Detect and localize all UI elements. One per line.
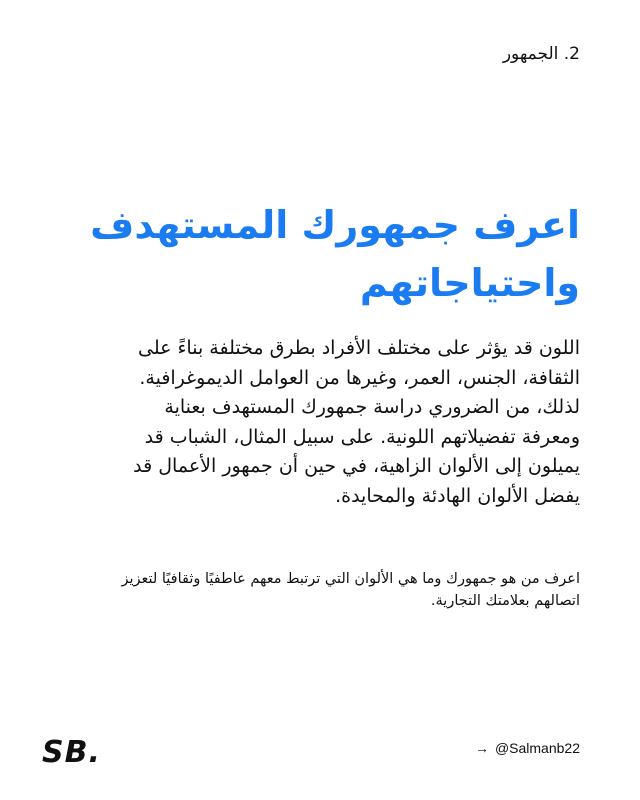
brand-logo: SB. (42, 735, 101, 770)
headline-line-2: واحتياجاتهم (359, 261, 580, 305)
arrow-right-icon: → (474, 740, 489, 756)
social-handle: @Salmanb22 (494, 740, 580, 756)
page-title (60, 196, 580, 312)
section-label: 2. الجمهور (502, 44, 580, 64)
body-paragraph: اللون قد يؤثر على مختلف الأفراد بطرق مختلفة بناءً على الثقافة، الجنس، العمر، وغيرها من العوامل الديموغرافية. لذلك، من الضروري دراسة جمهورك المستهدف بعناية ومعرفة تفضيلاتهم اللونية. على سبيل المثال، الشباب قد يميلون إلى الألوان الزاهية، في حين أن جمهور الأعمال قد يفضل الألوان الهادئة والمحايدة. (133, 337, 580, 507)
social-handle-link[interactable] (475, 740, 580, 756)
note-paragraph: اعرف من هو جمهورك وما هي الألوان التي ترتبط معهم عاطفيًا وثقافيًا لتعزيز اتصالهم بعلامتك التجارية. (121, 571, 580, 609)
headline-line-1: اعرف جمهورك المستهدف (90, 203, 580, 247)
